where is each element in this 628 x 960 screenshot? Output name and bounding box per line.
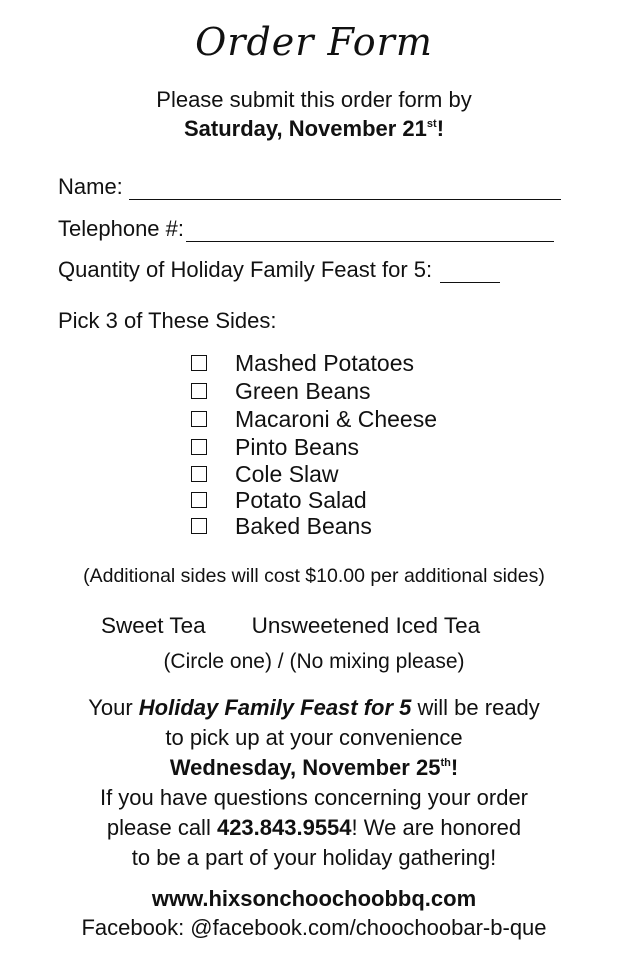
ready-suffix: will be ready bbox=[411, 695, 540, 720]
closing-line: to be a part of your holiday gathering! bbox=[131, 845, 497, 870]
call-suffix: ! We are honored bbox=[351, 815, 522, 840]
side-option[interactable] bbox=[191, 405, 437, 433]
quantity-field[interactable] bbox=[58, 257, 500, 283]
drink-option-sweet-tea[interactable]: Sweet Tea bbox=[101, 613, 206, 638]
feast-name: Holiday Family Feast for 5 bbox=[138, 695, 412, 720]
drink-options bbox=[101, 613, 480, 639]
quantity-label: Quantity of Holiday Family Feast for 5: bbox=[58, 257, 433, 282]
checkbox-icon[interactable] bbox=[191, 492, 207, 508]
checkbox-icon[interactable] bbox=[191, 466, 207, 482]
side-label: Potato Salad bbox=[235, 486, 367, 513]
side-option[interactable] bbox=[191, 487, 437, 513]
sides-checklist bbox=[191, 349, 437, 539]
pickup-info bbox=[0, 693, 628, 873]
side-label: Macaroni & Cheese bbox=[235, 405, 437, 432]
checkbox-icon[interactable] bbox=[191, 383, 207, 399]
facebook-link[interactable]: Facebook: @facebook.com/choochoobar-b-que bbox=[81, 915, 547, 940]
pickup-date-suffix: th bbox=[440, 757, 451, 769]
name-blank-line[interactable] bbox=[129, 179, 561, 200]
side-label: Mashed Potatoes bbox=[235, 349, 415, 376]
name-field[interactable] bbox=[58, 174, 561, 200]
side-option[interactable] bbox=[191, 377, 437, 405]
side-option[interactable] bbox=[191, 349, 437, 377]
pickup-date bbox=[0, 753, 628, 783]
side-label: Cole Slaw bbox=[235, 460, 339, 487]
phone-number[interactable]: 423.843.9554 bbox=[216, 815, 352, 840]
submit-deadline bbox=[0, 116, 628, 142]
form-title: Order Form bbox=[195, 20, 433, 64]
checkbox-icon[interactable] bbox=[191, 411, 207, 427]
name-label: Name: bbox=[58, 174, 123, 199]
call-line bbox=[0, 813, 628, 843]
submit-instruction: Please submit this order form by bbox=[156, 87, 472, 112]
ready-prefix: Your bbox=[88, 695, 139, 720]
website-link[interactable]: www.hixsonchoochoobbq.com bbox=[151, 886, 477, 911]
sides-heading: Pick 3 of These Sides: bbox=[58, 308, 277, 333]
drink-instruction: (Circle one) / (No mixing please) bbox=[163, 650, 465, 673]
telephone-field[interactable] bbox=[58, 216, 554, 242]
checkbox-icon[interactable] bbox=[191, 355, 207, 371]
deadline-date: Saturday, November 21 bbox=[183, 116, 427, 141]
checkbox-icon[interactable] bbox=[191, 439, 207, 455]
side-option[interactable] bbox=[191, 461, 437, 487]
telephone-label: Telephone #: bbox=[58, 216, 184, 241]
side-label: Pinto Beans bbox=[235, 433, 360, 460]
quantity-blank-line[interactable] bbox=[440, 262, 500, 283]
pickup-line: to pick up at your convenience bbox=[165, 725, 463, 750]
additional-sides-note: (Additional sides will cost $10.00 per additional sides) bbox=[83, 565, 545, 587]
drink-option-unsweetened-tea[interactable]: Unsweetened Iced Tea bbox=[251, 613, 481, 638]
checkbox-icon[interactable] bbox=[191, 518, 207, 534]
side-label: Baked Beans bbox=[235, 512, 372, 539]
deadline-suffix: st bbox=[426, 118, 437, 130]
pickup-date-text: Wednesday, November 25 bbox=[169, 755, 441, 780]
side-option[interactable] bbox=[191, 513, 437, 539]
deadline-exclamation: ! bbox=[436, 116, 445, 141]
telephone-blank-line[interactable] bbox=[186, 221, 554, 242]
side-label: Green Beans bbox=[235, 377, 371, 404]
side-option[interactable] bbox=[191, 433, 437, 461]
pickup-exclamation: ! bbox=[450, 755, 459, 780]
call-prefix: please call bbox=[106, 815, 217, 840]
ready-line bbox=[0, 693, 628, 723]
questions-line: If you have questions concerning your order bbox=[99, 785, 529, 810]
